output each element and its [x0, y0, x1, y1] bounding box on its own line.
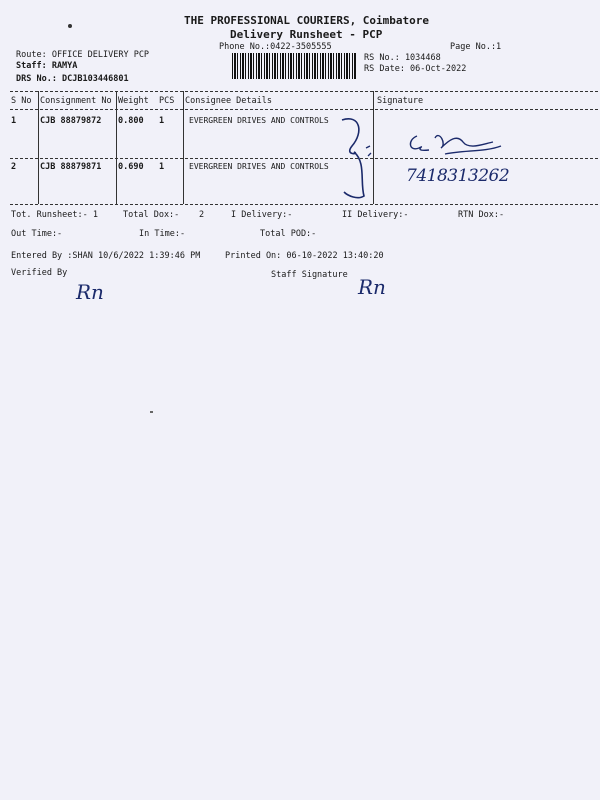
handwritten-bracket: [330, 112, 380, 202]
row-1-consignment: CJB 88879872: [40, 116, 102, 126]
row-1-weight: 0.800: [118, 116, 144, 126]
drs-number: DRS No.: DCJB103446801: [16, 74, 129, 84]
header-pcs: PCS: [159, 96, 175, 106]
verified-initials: Rn: [76, 280, 104, 304]
row-1-sno: 1: [11, 116, 17, 126]
barcode: [232, 53, 356, 79]
in-time: In Time:-: [139, 229, 186, 239]
row-2-consignee: EVERGREEN DRIVES AND CONTROLS: [189, 162, 329, 171]
col-divider: [116, 91, 117, 204]
header-bottom-rule: [10, 109, 598, 110]
row-2-consignment: CJB 88879871: [40, 162, 102, 172]
row-2-pcs: 1: [159, 162, 165, 172]
staff-signature-label: Staff Signature: [271, 270, 348, 280]
col-divider: [183, 91, 184, 204]
rtn-dox: RTN Dox:-: [458, 210, 505, 220]
document-title: Delivery Runsheet - PCP: [230, 28, 383, 41]
staff: Staff: RAMYA: [16, 61, 78, 71]
header-signature: Signature: [377, 96, 424, 106]
paper-speck: [150, 411, 153, 413]
table-bottom-rule: [10, 204, 598, 205]
row-divider: [10, 158, 598, 159]
rs-number: RS No.: 1034468: [364, 53, 441, 63]
row-1-consignee: EVERGREEN DRIVES AND CONTROLS: [189, 116, 329, 125]
rs-date: RS Date: 06-Oct-2022: [364, 64, 467, 74]
ii-delivery: II Delivery:-: [342, 210, 409, 220]
row-1-pcs: 1: [159, 116, 165, 126]
out-time: Out Time:-: [11, 229, 63, 239]
total-pod: Total POD:-: [260, 229, 317, 239]
row-2-weight: 0.690: [118, 162, 144, 172]
page-number: Page No.:1: [450, 42, 502, 52]
tot-runsheet: Tot. Runsheet:- 1: [11, 210, 98, 220]
header-consignment: Consignment No: [40, 96, 112, 106]
row-2-sno: 2: [11, 162, 17, 172]
col-divider: [38, 91, 39, 204]
phone-number: Phone No.:0422-3505555: [219, 42, 332, 52]
header-sno: S No: [11, 96, 32, 106]
i-delivery: I Delivery:-: [231, 210, 293, 220]
table-top-rule: [10, 91, 598, 92]
printed-on: Printed On: 06-10-2022 13:40:20: [225, 251, 384, 261]
receiver-signature: [405, 126, 505, 160]
verified-by: Verified By: [11, 268, 68, 278]
total-dox-label: Total Dox:-: [123, 210, 180, 220]
header-weight: Weight: [118, 96, 149, 106]
handwritten-phone: 7418313262: [406, 166, 510, 186]
company-name: THE PROFESSIONAL COURIERS, Coimbatore: [184, 14, 430, 27]
paper-speck: [68, 24, 72, 28]
staff-initials: Rn: [358, 275, 386, 299]
header-consignee: Consignee Details: [185, 96, 272, 106]
route: Route: OFFICE DELIVERY PCP: [16, 50, 150, 60]
total-dox-value: 2: [199, 210, 205, 220]
entered-by: Entered By :SHAN 10/6/2022 1:39:46 PM: [11, 251, 201, 261]
